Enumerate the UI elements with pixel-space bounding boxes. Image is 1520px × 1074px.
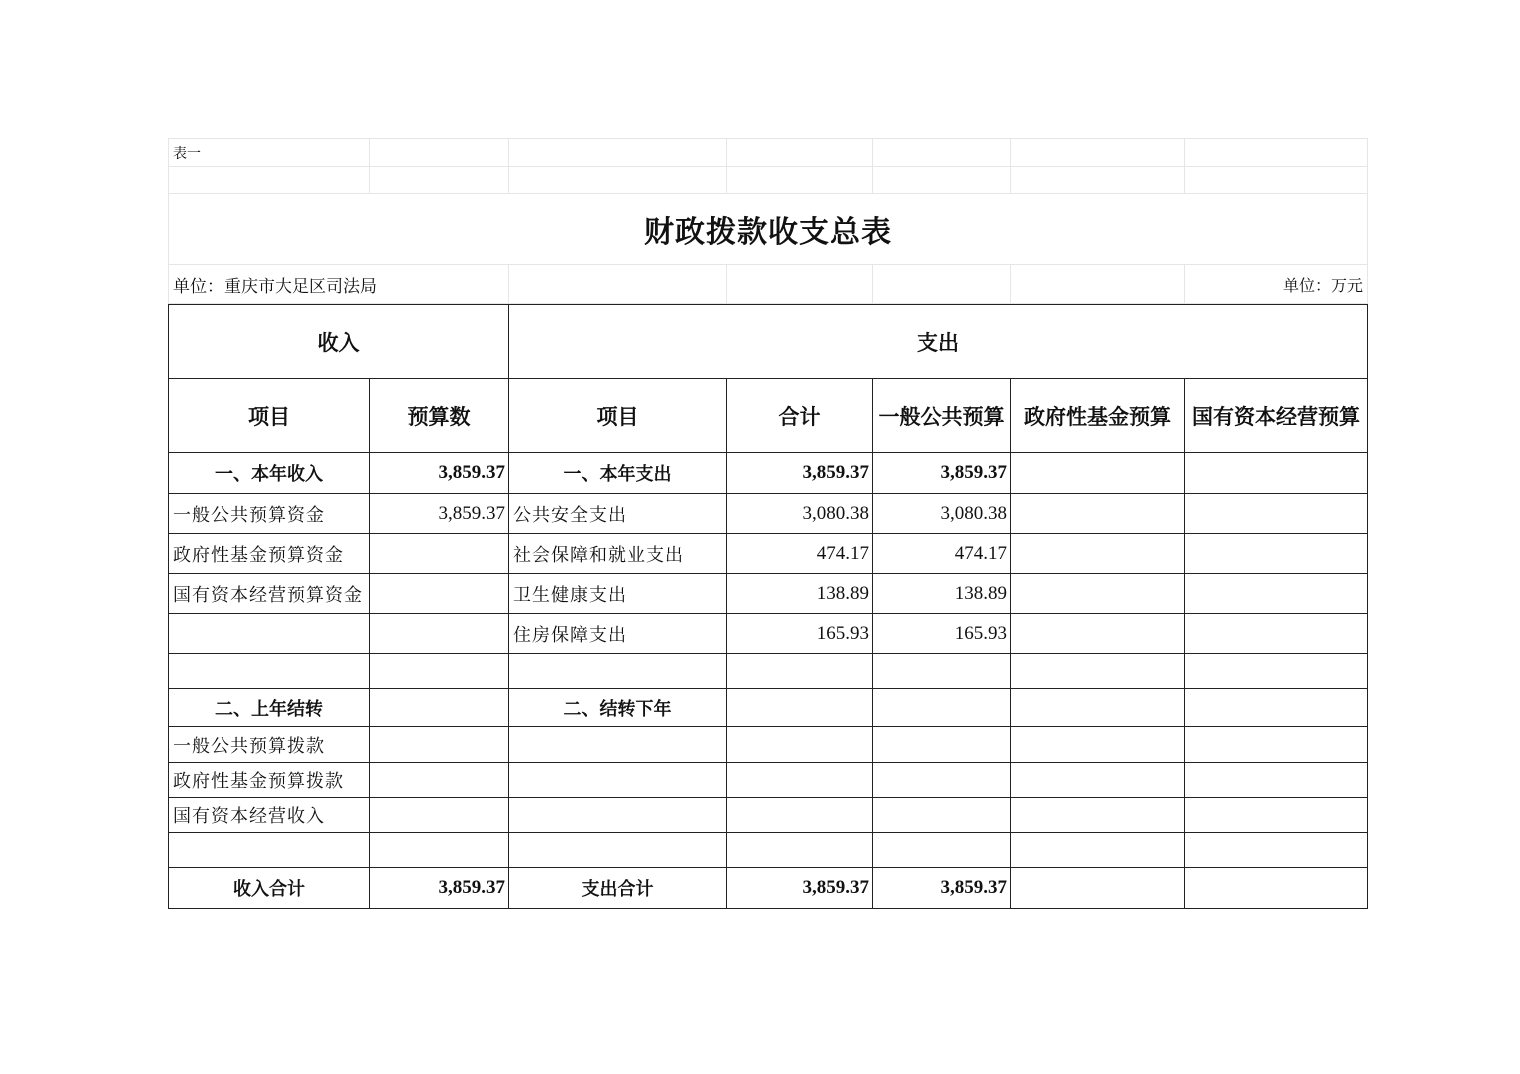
income-item: 一般公共预算拨款: [169, 727, 370, 763]
finance-table: [168, 304, 1368, 909]
expense-gov-fund: [1011, 727, 1185, 763]
expense-soe: [1185, 654, 1368, 689]
expense-total: [727, 654, 873, 689]
income-item: 国有资本经营预算资金: [169, 574, 370, 614]
income-item: 一、本年收入: [169, 453, 370, 494]
expense-soe: [1185, 798, 1368, 833]
expense-header: 支出: [509, 305, 1368, 379]
expense-general: [873, 763, 1011, 798]
table-row: [169, 689, 1368, 727]
income-budget: [370, 534, 509, 574]
page-title: 财政拨款收支总表: [169, 194, 1368, 265]
expense-general: [873, 798, 1011, 833]
table-row: [169, 833, 1368, 868]
expense-total: 474.17: [727, 534, 873, 574]
unit-currency: 单位：万元: [1185, 265, 1368, 304]
income-item: [169, 654, 370, 689]
expense-general: [873, 833, 1011, 868]
income-item: 一般公共预算资金: [169, 494, 370, 534]
expense-total: 138.89: [727, 574, 873, 614]
col-total: 合计: [727, 379, 873, 453]
income-budget: [370, 727, 509, 763]
expense-gov-fund: [1011, 453, 1185, 494]
finance-sheet: [168, 138, 1367, 909]
expense-gov-fund: [1011, 534, 1185, 574]
expense-general: 165.93: [873, 614, 1011, 654]
expense-gov-fund: [1011, 689, 1185, 727]
expense-item: [509, 654, 727, 689]
expense-item: [509, 833, 727, 868]
table-row: [169, 534, 1368, 574]
expense-soe: [1185, 833, 1368, 868]
expense-general: 474.17: [873, 534, 1011, 574]
income-budget: [370, 654, 509, 689]
expense-item: [509, 727, 727, 763]
expense-total: 3,859.37: [727, 868, 873, 909]
income-item: 政府性基金预算拨款: [169, 763, 370, 798]
table-row: [169, 763, 1368, 798]
income-item: 政府性基金预算资金: [169, 534, 370, 574]
table-row: [169, 798, 1368, 833]
expense-total: 165.93: [727, 614, 873, 654]
expense-total: 3,859.37: [727, 453, 873, 494]
expense-total: [727, 727, 873, 763]
expense-soe: [1185, 763, 1368, 798]
expense-general: 3,859.37: [873, 453, 1011, 494]
unit-organization: 单位：重庆市大足区司法局: [169, 265, 509, 304]
expense-general: 3,080.38: [873, 494, 1011, 534]
expense-item: 卫生健康支出: [509, 574, 727, 614]
table-row: [169, 654, 1368, 689]
col-soe-budget: 国有资本经营预算: [1185, 379, 1368, 453]
expense-general: 138.89: [873, 574, 1011, 614]
col-expense-item: 项目: [509, 379, 727, 453]
expense-gov-fund: [1011, 494, 1185, 534]
income-item: [169, 614, 370, 654]
income-budget: [370, 833, 509, 868]
expense-gov-fund: [1011, 868, 1185, 909]
sheet-header-grid: [168, 138, 1368, 304]
expense-total: [727, 833, 873, 868]
expense-gov-fund: [1011, 654, 1185, 689]
expense-gov-fund: [1011, 763, 1185, 798]
expense-gov-fund: [1011, 798, 1185, 833]
expense-general: [873, 654, 1011, 689]
expense-item: [509, 763, 727, 798]
income-budget: [370, 798, 509, 833]
table-row: [169, 727, 1368, 763]
income-total-label: 收入合计: [169, 868, 370, 909]
expense-total: 3,080.38: [727, 494, 873, 534]
expense-gov-fund: [1011, 574, 1185, 614]
expense-total: [727, 798, 873, 833]
expense-soe: [1185, 534, 1368, 574]
col-income-budget: 预算数: [370, 379, 509, 453]
expense-general: 3,859.37: [873, 868, 1011, 909]
col-general-budget: 一般公共预算: [873, 379, 1011, 453]
expense-general: [873, 727, 1011, 763]
income-budget: 3,859.37: [370, 494, 509, 534]
col-income-item: 项目: [169, 379, 370, 453]
income-budget: [370, 574, 509, 614]
expense-total-label: 支出合计: [509, 868, 727, 909]
expense-item: [509, 798, 727, 833]
expense-item: 公共安全支出: [509, 494, 727, 534]
expense-general: [873, 689, 1011, 727]
expense-soe: [1185, 614, 1368, 654]
expense-soe: [1185, 689, 1368, 727]
income-item: 二、上年结转: [169, 689, 370, 727]
income-item: [169, 833, 370, 868]
income-total-value: 3,859.37: [370, 868, 509, 909]
expense-soe: [1185, 868, 1368, 909]
income-header: 收入: [169, 305, 509, 379]
col-gov-fund-budget: 政府性基金预算: [1011, 379, 1185, 453]
table-row: [169, 574, 1368, 614]
expense-item: 住房保障支出: [509, 614, 727, 654]
income-item: 国有资本经营收入: [169, 798, 370, 833]
expense-item: 一、本年支出: [509, 453, 727, 494]
expense-soe: [1185, 453, 1368, 494]
expense-total: [727, 689, 873, 727]
income-budget: [370, 763, 509, 798]
expense-total: [727, 763, 873, 798]
expense-soe: [1185, 574, 1368, 614]
table-row: [169, 614, 1368, 654]
expense-item: 二、结转下年: [509, 689, 727, 727]
expense-gov-fund: [1011, 614, 1185, 654]
table-row: [169, 494, 1368, 534]
expense-soe: [1185, 727, 1368, 763]
income-budget: [370, 689, 509, 727]
income-budget: [370, 614, 509, 654]
expense-soe: [1185, 494, 1368, 534]
table-row: [169, 453, 1368, 494]
table-tag: 表一: [169, 139, 370, 167]
expense-item: 社会保障和就业支出: [509, 534, 727, 574]
expense-gov-fund: [1011, 833, 1185, 868]
income-budget: 3,859.37: [370, 453, 509, 494]
table-row-total: [169, 868, 1368, 909]
